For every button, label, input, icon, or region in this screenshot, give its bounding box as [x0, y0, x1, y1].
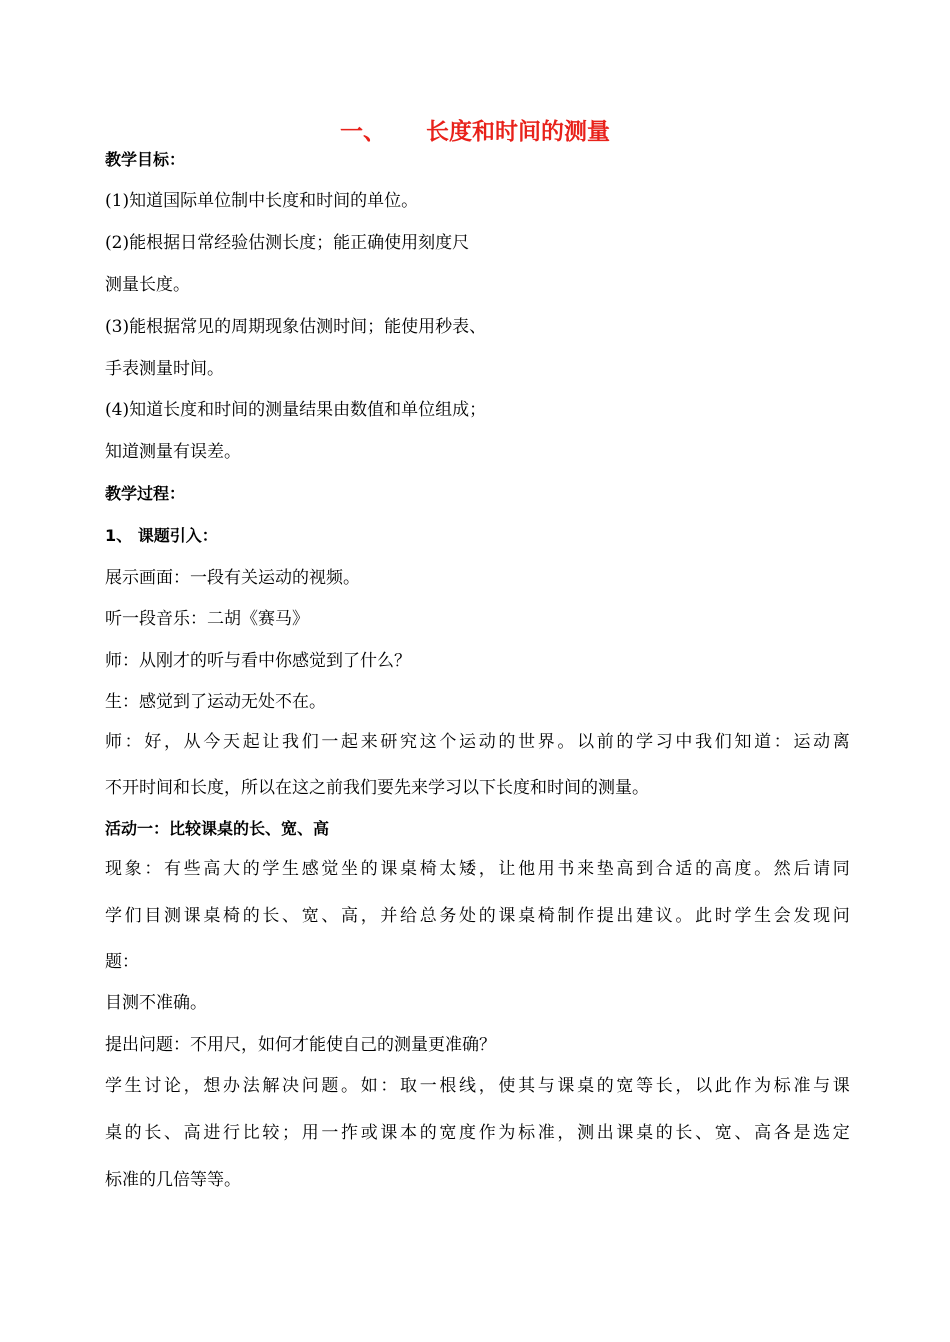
paragraph-line: 目测不准确。: [105, 993, 207, 1013]
paragraph-line: 标准的几倍等等。: [105, 1170, 241, 1190]
paragraph-line: 学生讨论，想办法解决问题。如：取一根线，使其与课桌的宽等长，以此作为标准与课: [105, 1076, 850, 1096]
paragraph-line: (3)能根据常见的周期现象估测时间；能使用秒表、: [105, 317, 487, 337]
document-title: [0, 114, 950, 150]
title-text: 长度和时间的测量: [426, 119, 610, 145]
paragraph-line: 学们目测课桌椅的长、宽、高，并给总务处的课桌椅制作提出建议。此时学生会发现问: [105, 906, 850, 926]
heading-teaching-process: 教学过程：: [105, 484, 186, 503]
heading-activity-one: 活动一：比较课桌的长、宽、高: [105, 819, 330, 838]
heading-teaching-goals: 教学目标：: [105, 150, 186, 169]
paragraph-line: 测量长度。: [105, 275, 190, 295]
paragraph-line: 不开时间和长度，所以在这之前我们要先来学习以下长度和时间的测量。: [105, 778, 649, 798]
paragraph-line: 桌的长、高进行比较；用一拃或课本的宽度作为标准，测出课桌的长、宽、高各是选定: [105, 1123, 850, 1143]
paragraph-line: (2)能根据日常经验估测长度；能正确使用刻度尺: [105, 233, 470, 253]
paragraph-line: 师：从刚才的听与看中你感觉到了什么？: [105, 651, 411, 671]
paragraph-line: 展示画面：一段有关运动的视频。: [105, 568, 360, 588]
paragraph-line: 知道测量有误差。: [105, 442, 241, 462]
paragraph-line: (4)知道长度和时间的测量结果由数值和单位组成；: [105, 400, 487, 420]
title-number: 一、: [340, 119, 386, 145]
paragraph-line: 题：: [105, 952, 139, 972]
paragraph-line: 提出问题：不用尺，如何才能使自己的测量更准确？: [105, 1035, 496, 1055]
paragraph-line: 手表测量时间。: [105, 359, 224, 379]
paragraph-line: 师：好，从今天起让我们一起来研究这个运动的世界。以前的学习中我们知道：运动离: [105, 732, 850, 752]
paragraph-line: 生：感觉到了运动无处不在。: [105, 692, 326, 712]
paragraph-line: 现象：有些高大的学生感觉坐的课桌椅太矮，让他用书来垫高到合适的高度。然后请同: [105, 859, 850, 879]
paragraph-line: (1)知道国际单位制中长度和时间的单位。: [105, 191, 419, 211]
heading-topic-intro: 1、 课题引入：: [105, 526, 218, 545]
paragraph-line: 听一段音乐：二胡《赛马》: [105, 609, 309, 629]
